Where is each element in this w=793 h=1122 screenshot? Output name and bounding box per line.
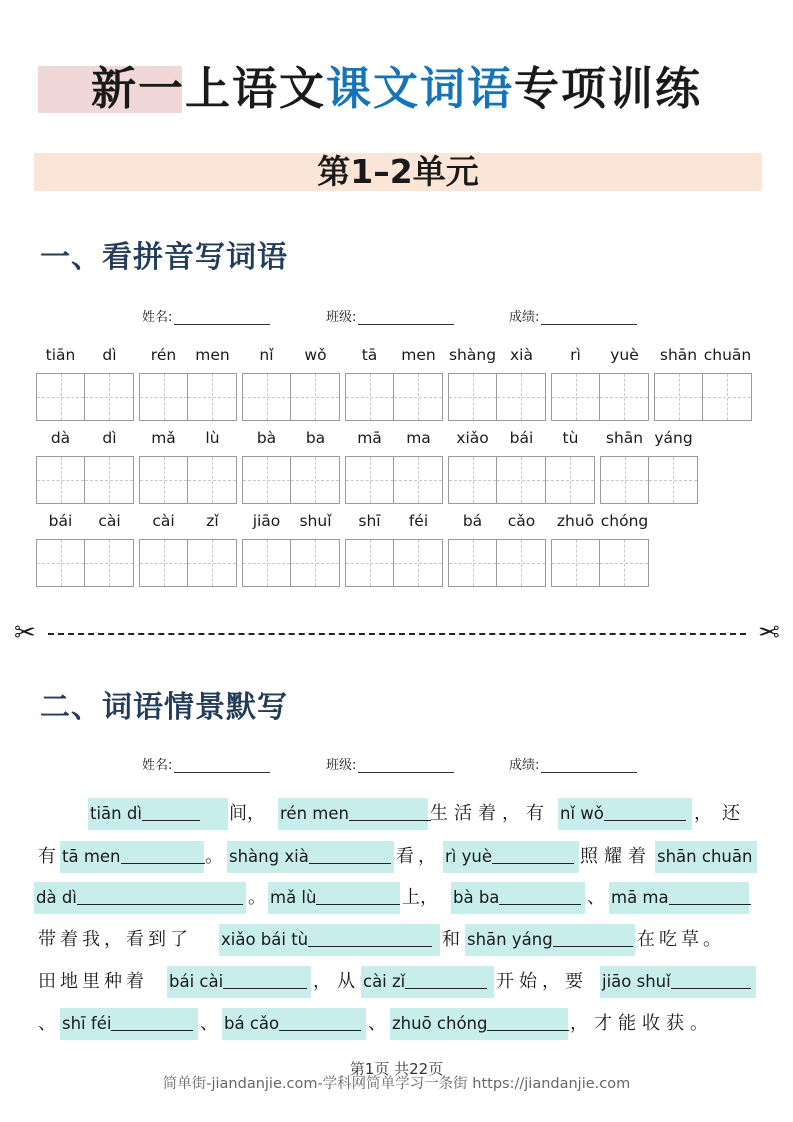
fill-blank[interactable]: rì yuè bbox=[443, 841, 579, 873]
word-box[interactable] bbox=[345, 456, 443, 504]
word-box[interactable] bbox=[345, 373, 443, 421]
pinyin-label: tù bbox=[562, 429, 579, 447]
name-field[interactable] bbox=[174, 760, 270, 773]
passage-text: 开始，要 bbox=[496, 971, 588, 992]
writing-cell[interactable] bbox=[36, 539, 85, 587]
pinyin-label: xiǎo bbox=[456, 429, 489, 447]
writing-cell[interactable] bbox=[291, 373, 340, 421]
passage-text: 带着我，看到了 bbox=[38, 929, 192, 950]
passage-text: 、 bbox=[587, 887, 605, 908]
pinyin-label: shān bbox=[659, 346, 698, 364]
writing-cell[interactable] bbox=[600, 373, 649, 421]
fill-blank[interactable]: bái cài bbox=[167, 966, 311, 998]
name-label: 姓名: bbox=[142, 310, 173, 325]
writing-cell[interactable] bbox=[139, 539, 188, 587]
passage-text: ，从 bbox=[313, 971, 361, 992]
passage-text: 田地里种着 bbox=[38, 971, 148, 992]
writing-cell[interactable] bbox=[497, 539, 546, 587]
passage-text: 和 bbox=[442, 929, 460, 950]
writing-cell[interactable] bbox=[36, 373, 85, 421]
writing-cell[interactable] bbox=[649, 456, 698, 504]
writing-cell[interactable] bbox=[654, 373, 703, 421]
fill-blank[interactable]: jiāo shuǐ bbox=[600, 966, 756, 998]
writing-cell[interactable] bbox=[497, 373, 546, 421]
cut-line bbox=[14, 618, 780, 648]
passage-text: 间， bbox=[229, 803, 265, 824]
scissors-icon: ✂ bbox=[758, 618, 780, 648]
passage-text: 在吃草。 bbox=[637, 929, 725, 950]
word-box[interactable] bbox=[36, 373, 134, 421]
passage-text: 有 bbox=[38, 846, 56, 867]
writing-cell[interactable] bbox=[551, 373, 600, 421]
word-box[interactable] bbox=[600, 456, 698, 504]
pinyin-label: féi bbox=[408, 512, 429, 530]
pinyin-label: cài bbox=[98, 512, 121, 530]
writing-cell[interactable] bbox=[703, 373, 752, 421]
passage-text: 、 bbox=[368, 1013, 386, 1034]
pinyin-label: rén bbox=[150, 346, 177, 364]
word-box[interactable] bbox=[551, 373, 649, 421]
writing-cell[interactable] bbox=[394, 373, 443, 421]
passage-text: 。 bbox=[205, 846, 223, 867]
pinyin-label: cǎo bbox=[507, 512, 536, 530]
writing-cell[interactable] bbox=[242, 373, 291, 421]
pinyin-label: yuè bbox=[610, 346, 639, 364]
pinyin-label: men bbox=[195, 346, 230, 364]
passage-text: 看， bbox=[396, 846, 440, 867]
pinyin-label: cài bbox=[152, 512, 175, 530]
fill-blank[interactable]: shān yáng bbox=[465, 924, 635, 956]
pinyin-label: mǎ bbox=[151, 429, 176, 447]
fill-blank[interactable]: shī féi bbox=[60, 1008, 198, 1040]
scissors-icon: ✂ bbox=[14, 618, 36, 648]
word-box[interactable] bbox=[448, 373, 546, 421]
word-box[interactable] bbox=[36, 456, 134, 504]
fill-blank[interactable]: tiān dì bbox=[88, 798, 228, 830]
class-label: 班级: bbox=[326, 310, 357, 325]
pinyin-label: shuǐ bbox=[299, 512, 332, 530]
pinyin-label: jiāo bbox=[252, 512, 281, 530]
pinyin-label: ba bbox=[305, 429, 326, 447]
pinyin-label: shàng bbox=[448, 346, 497, 364]
fill-blank[interactable]: dà dì bbox=[34, 882, 246, 914]
writing-cell[interactable] bbox=[345, 539, 394, 587]
writing-cell[interactable] bbox=[188, 373, 237, 421]
score-label: 成绩: bbox=[509, 310, 540, 325]
pinyin-label: mā bbox=[357, 429, 382, 447]
footer-text: 简单街-jiandanjie.com-学科网简单学习一条街 https://jiandanjie.com bbox=[162, 1076, 631, 1092]
word-box[interactable] bbox=[654, 373, 752, 421]
info-row-2 bbox=[0, 754, 793, 774]
writing-cell[interactable] bbox=[551, 539, 600, 587]
writing-cell[interactable] bbox=[139, 373, 188, 421]
writing-cell[interactable] bbox=[448, 539, 497, 587]
word-box[interactable] bbox=[242, 539, 340, 587]
pinyin-label: ma bbox=[406, 429, 431, 447]
score-field[interactable] bbox=[541, 312, 637, 325]
writing-cell[interactable] bbox=[448, 456, 497, 504]
pinyin-label: dà bbox=[50, 429, 71, 447]
passage-text: 生活着，有 bbox=[430, 803, 550, 824]
fill-blank[interactable]: mā ma bbox=[609, 882, 749, 914]
pinyin-label: bá bbox=[462, 512, 483, 530]
pinyin-label: lù bbox=[205, 429, 220, 447]
passage-text: 。 bbox=[248, 887, 266, 908]
writing-cell[interactable] bbox=[36, 456, 85, 504]
fill-blank[interactable]: mǎ lù bbox=[268, 882, 400, 914]
writing-cell[interactable] bbox=[448, 373, 497, 421]
fill-blank[interactable]: shàng xià bbox=[227, 841, 394, 873]
pinyin-label: zhuō bbox=[556, 512, 595, 530]
writing-cell[interactable] bbox=[345, 373, 394, 421]
fill-blank[interactable]: zhuō chóng bbox=[390, 1008, 568, 1040]
word-box[interactable] bbox=[139, 456, 237, 504]
writing-cell[interactable] bbox=[291, 456, 340, 504]
pinyin-label: bái bbox=[509, 429, 534, 447]
pinyin-label: tā bbox=[361, 346, 378, 364]
writing-cell[interactable] bbox=[600, 456, 649, 504]
section2-title: 二、词语情景默写 bbox=[40, 690, 288, 725]
score-label: 成绩: bbox=[509, 758, 540, 773]
fill-blank[interactable]: tā men bbox=[60, 841, 204, 873]
passage-text: ，才能收获。 bbox=[570, 1013, 714, 1034]
writing-cell[interactable] bbox=[85, 373, 134, 421]
word-box[interactable] bbox=[448, 456, 595, 504]
pinyin-label: dì bbox=[102, 429, 117, 447]
writing-cell[interactable] bbox=[242, 539, 291, 587]
page-number: 第1页 共22页 bbox=[349, 1060, 444, 1078]
writing-cell[interactable] bbox=[242, 456, 291, 504]
writing-cell[interactable] bbox=[188, 539, 237, 587]
name-label: 姓名: bbox=[142, 758, 173, 773]
pinyin-label: men bbox=[401, 346, 436, 364]
pinyin-label: xià bbox=[510, 346, 533, 364]
pinyin-label: chuān bbox=[703, 346, 752, 364]
passage-text: 、 bbox=[200, 1013, 218, 1034]
pinyin-label: shī bbox=[358, 512, 381, 530]
pinyin-label: chóng bbox=[600, 512, 649, 530]
fill-blank[interactable]: xiǎo bái tù bbox=[219, 924, 440, 956]
class-label: 班级: bbox=[326, 758, 357, 773]
writing-cell[interactable] bbox=[394, 539, 443, 587]
word-box[interactable] bbox=[242, 456, 340, 504]
word-box[interactable] bbox=[345, 539, 443, 587]
word-box[interactable] bbox=[36, 539, 134, 587]
section1-title: 一、看拼音写词语 bbox=[40, 240, 288, 275]
unit-banner: 第1–2单元 bbox=[34, 153, 762, 191]
passage-text: ，还 bbox=[694, 803, 750, 824]
writing-cell[interactable] bbox=[291, 539, 340, 587]
fill-blank[interactable]: rén men bbox=[278, 798, 428, 830]
word-box[interactable] bbox=[551, 539, 649, 587]
fill-blank[interactable]: nǐ wǒ bbox=[558, 798, 692, 830]
fill-blank[interactable]: bà ba bbox=[451, 882, 585, 914]
class-field[interactable] bbox=[358, 760, 454, 773]
pinyin-label: rì bbox=[570, 346, 581, 364]
writing-cell[interactable] bbox=[546, 456, 595, 504]
pinyin-label: shān bbox=[605, 429, 644, 447]
info-row-1 bbox=[0, 306, 793, 326]
name-field[interactable] bbox=[174, 312, 270, 325]
pinyin-label: tiān bbox=[45, 346, 76, 364]
fill-blank[interactable]: cài zǐ bbox=[361, 966, 494, 998]
writing-cell[interactable] bbox=[139, 456, 188, 504]
class-field[interactable] bbox=[358, 312, 454, 325]
pinyin-label: wǒ bbox=[304, 346, 327, 364]
fill-blank[interactable]: bá cǎo bbox=[222, 1008, 366, 1040]
writing-cell[interactable] bbox=[85, 456, 134, 504]
word-box[interactable] bbox=[139, 539, 237, 587]
page-title: 新一上语文课文词语专项训练 bbox=[90, 62, 703, 115]
pinyin-label: zǐ bbox=[206, 512, 219, 530]
score-field[interactable] bbox=[541, 760, 637, 773]
passage-text: 、 bbox=[38, 1013, 56, 1034]
word-box[interactable] bbox=[242, 373, 340, 421]
word-box[interactable] bbox=[139, 373, 237, 421]
writing-cell[interactable] bbox=[600, 539, 649, 587]
pinyin-label: bà bbox=[256, 429, 277, 447]
passage-text: 上， bbox=[402, 887, 438, 908]
pinyin-label: bái bbox=[48, 512, 73, 530]
word-box[interactable] bbox=[448, 539, 546, 587]
pinyin-label: dì bbox=[102, 346, 117, 364]
writing-cell[interactable] bbox=[188, 456, 237, 504]
writing-cell[interactable] bbox=[394, 456, 443, 504]
writing-cell[interactable] bbox=[345, 456, 394, 504]
passage-text: 照耀着 bbox=[580, 846, 652, 867]
pinyin-label: nǐ bbox=[259, 346, 274, 364]
fill-blank[interactable]: shān chuān bbox=[655, 841, 757, 873]
pinyin-label: yáng bbox=[654, 429, 693, 447]
writing-cell[interactable] bbox=[497, 456, 546, 504]
writing-cell[interactable] bbox=[85, 539, 134, 587]
